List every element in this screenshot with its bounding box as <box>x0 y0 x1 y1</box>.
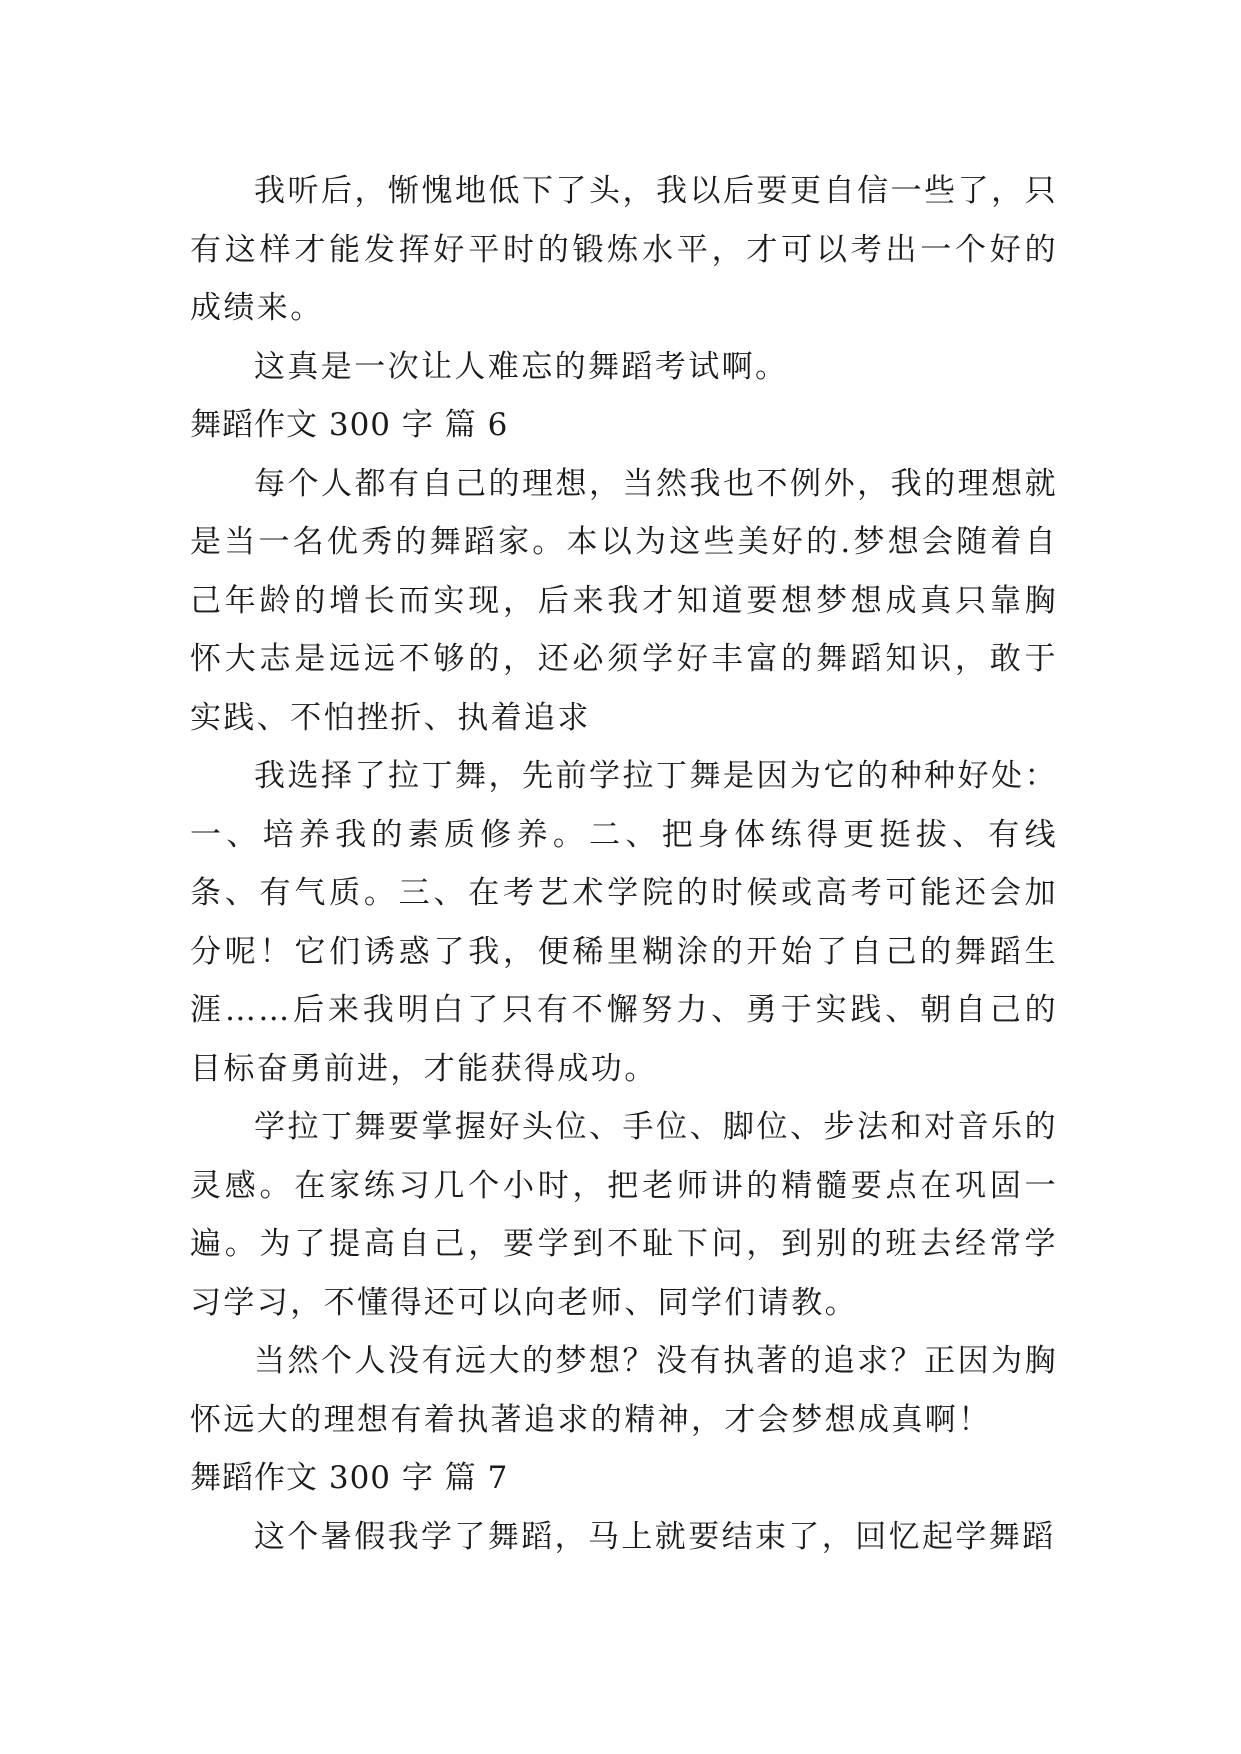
paragraph: 当然个人没有远大的梦想？没有执著的追求？正因为胸怀远大的理想有着执著追求的精神，才会梦想成真啊！ <box>190 1343 1058 1438</box>
paragraph: 这个暑假我学了舞蹈，马上就要结束了，回忆起学舞蹈 <box>254 1518 1056 1555</box>
paragraph: 学拉丁舞要掌握好头位、手位、脚位、步法和对音乐的灵感。在家练习几个小时，把老师讲的精髓要点在巩固一遍。为了提高自己，要学到不耻下问，到别的班去经常学习学习，不懂得还可以向老师、同学们请教。 <box>190 1109 1058 1321</box>
paragraph: 我听后，惭愧地低下了头，我以后要更自信一些了，只有这样才能发挥好平时的锻炼水平，才可以考出一个好的成绩来。 <box>190 173 1058 326</box>
document-body <box>190 162 1058 1566</box>
paragraph: 这真是一次让人难忘的舞蹈考试啊。 <box>254 348 789 385</box>
paragraph: 每个人都有自己的理想，当然我也不例外，我的理想就是当一名优秀的舞蹈家。本以为这些美好的.梦想会随着自己年龄的增长而实现，后来我才知道要想梦想成真只靠胸怀大志是远远不够的，还必须学好丰富的舞蹈知识，敢于实践、不怕挫折、执着追求 <box>190 465 1058 736</box>
section-heading: 舞蹈作文 300 字 篇 6 <box>190 407 509 443</box>
paragraph: 我选择了拉丁舞，先前学拉丁舞是因为它的种种好处：一、培养我的素质修养。二、把身体练得更挺拔、有线条、有气质。三、在考艺术学院的时候或高考可能还会加分呢！它们诱惑了我，便稀里糊涂的开始了自己的舞蹈生涯……后来我明白了只有不懈努力、勇于实践、朝自己的目标奋勇前进，才能获得成功。 <box>190 758 1058 1087</box>
section-heading: 舞蹈作文 300 字 篇 7 <box>190 1460 509 1496</box>
